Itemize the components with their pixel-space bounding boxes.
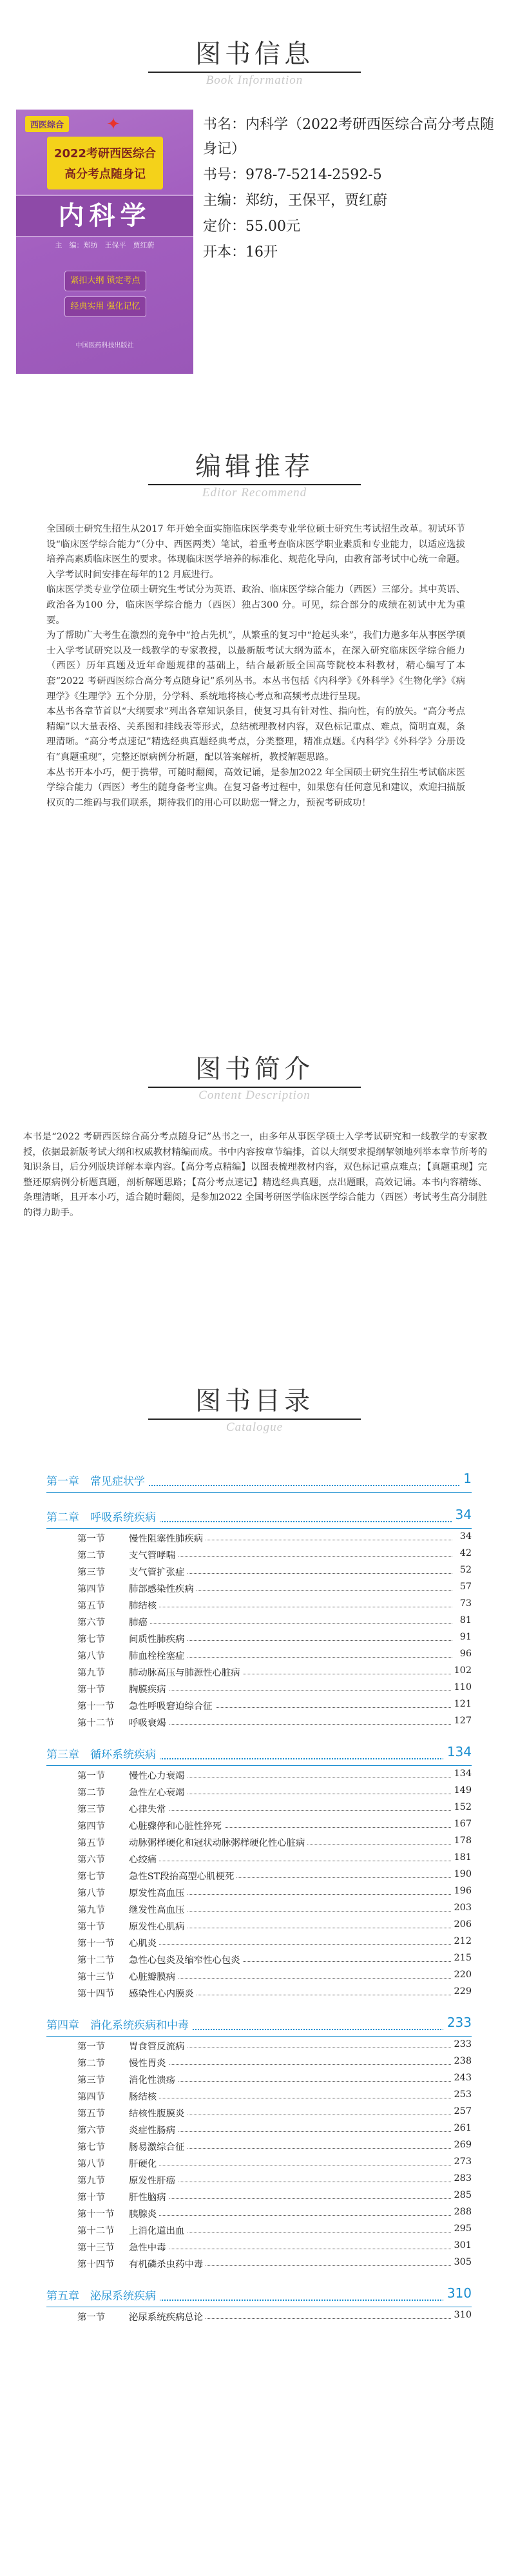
paragraph: 本丛书各章节首以“大纲要求”列出各章知识条目，使复习具有针对性、指向性，有的放矢。“高分考点精编”以大量表格、关系图和挂线表等形式，总结梳理教材内容，双色标记重点、难点，简明直观，条理清晰。“高分考点速记”精选经典真题经典考点，分类整理，精准点题。《内科学》《外科学》分册设有“真题重现”，完整还原病例分析题，配以答案解析，教授解题思路。 (46, 706, 465, 762)
cover-book-name: 内科学 (58, 201, 151, 231)
section-number: 第十三节 (77, 1972, 115, 1982)
section-name: 心脏瓣膜病 (129, 1970, 178, 1983)
section-page: 301 (452, 2240, 472, 2251)
section-page: 167 (452, 1819, 472, 1829)
section-number: 第六节 (77, 1855, 106, 1865)
section-row[interactable] (46, 1766, 472, 1783)
chapter-underline (46, 1492, 472, 1493)
section-number: 第七节 (77, 1872, 106, 1882)
section-page: 110 (452, 1682, 472, 1692)
section-name: 肝硬化 (129, 2156, 159, 2170)
section-name: 继发性高血压 (129, 1903, 187, 1916)
cover-pill-1: 紧扣大纲 锁定考点 (64, 271, 146, 291)
section-row[interactable] (46, 1900, 472, 1917)
chapter-row[interactable] (46, 2281, 472, 2307)
leader-dots (129, 2198, 452, 2199)
section-number: 第三节 (77, 1805, 106, 1815)
section-name: 肺动脉高压与肺源性心脏病 (129, 1665, 243, 1679)
book-info-section (0, 39, 509, 400)
section-page: 203 (452, 1903, 472, 1913)
section-page: 52 (457, 1565, 472, 1575)
section-number: 第五节 (77, 1838, 106, 1848)
chapter-row[interactable] (46, 1740, 472, 1766)
section-number: 第十四节 (77, 2260, 115, 2270)
section-number: 第八节 (77, 1888, 106, 1899)
section-number: 第一节 (77, 2312, 106, 2323)
section-number: 第十一节 (77, 1701, 115, 1712)
title-divider (148, 484, 361, 485)
book-meta-list (203, 113, 499, 266)
section-name: 泌尿系统疾病总论 (129, 2310, 206, 2323)
section-page: 257 (452, 2106, 472, 2116)
section-row[interactable] (46, 1629, 472, 1646)
section-name: 肠结核 (129, 2089, 159, 2103)
section-name: 心肌炎 (129, 1936, 159, 1950)
section-row[interactable] (46, 1917, 472, 1933)
section-row[interactable] (46, 2154, 472, 2171)
section-name: 慢性阻塞性肺疾病 (129, 1531, 206, 1545)
section-page: 206 (452, 1919, 472, 1930)
section-row[interactable] (46, 2187, 472, 2204)
chapter-label: 第三章 循环系统疾病 (46, 1745, 160, 1761)
section-name: 原发性肝癌 (129, 2173, 178, 2187)
catalogue-header (0, 1386, 509, 1435)
section-name: 心绞痛 (129, 1852, 159, 1866)
section-row[interactable] (46, 1562, 472, 1579)
section-number: 第九节 (77, 2176, 106, 2186)
section-page: 81 (457, 1615, 472, 1625)
section-number: 第七节 (77, 1634, 106, 1645)
section-row[interactable] (46, 1850, 472, 1866)
section-number: 第一节 (77, 1771, 106, 1781)
section-name: 肺部感染性疾病 (129, 1582, 197, 1595)
section-number: 第四节 (77, 1584, 106, 1594)
section-number: 第八节 (77, 1651, 106, 1661)
section-row[interactable] (46, 2254, 472, 2271)
paragraph: 本丛书开本小巧，便于携带，可随时翻阅，高效记诵，是参加2022 年全国硕士研究生招生考试临床医学综合能力（西医）考生的随身备考宝典。在复习备考过程中，如果您有任何意见和建议，欢迎扫描版权页的二维码与我们联系，期待我们的用心可以助您一臂之力，预祝考研成功！ (46, 767, 465, 808)
leader-dots (129, 2064, 452, 2065)
leader-dots (129, 1724, 452, 1725)
chapter-page: 310 (443, 2285, 472, 2301)
paragraph: 本书是“2022 考研西医综合高分考点随身记”丛书之一，由多年从事医学硕士入学考试研究和一线教学的专家教授，依据最新版考试大纲和权威教材精编而成。书中内容按章节编排，首以大纲要求提纲挈领地列举本章节所考的知识条目，后分列版块详解本章内容。【高分考点精编】以图表梳理教材内容，双色标记重点难点；【真题重现】完整还原病例分析题真题，剖析解题思路；【高分考点速记】精选经典真题，点出题眼，高效记诵。本书内容精练、条理清晰，且开本小巧，适合随时翻阅，是参加2022 全国考研医学临床医学综合能力（西医）考试考生高分制胜的得力助手。 (23, 1132, 487, 1218)
chapter-label: 第五章 泌尿系统疾病 (46, 2287, 160, 2303)
section-row[interactable] (46, 1816, 472, 1833)
section-number: 第十二节 (77, 2226, 115, 2236)
section-name: 有机磷杀虫药中毒 (129, 2257, 206, 2271)
star-logo-icon: ✦ (106, 115, 120, 134)
cover-series-line1: 2022考研西医综合 (53, 147, 157, 160)
section-row[interactable] (46, 2053, 472, 2070)
paragraph: 临床医学类专业学位硕士研究生考试分为英语、政治、临床医学综合能力（西医）三部分。其中英语、政治各为100 分，临床医学综合能力（西医）独占300 分。可见，综合部分的成绩在初试中尤为重要。 (46, 585, 465, 626)
section-page: 127 (452, 1716, 472, 1726)
section-row[interactable] (46, 2171, 472, 2187)
section-number: 第十节 (77, 1685, 106, 1695)
section-row[interactable] (46, 1612, 472, 1629)
section-number: 第十四节 (77, 1989, 115, 1999)
section-title: 编辑推荐 (195, 452, 314, 481)
section-name: 胸膜疾病 (129, 1682, 169, 1696)
section-name: 胰腺炎 (129, 2207, 159, 2220)
chapter-row[interactable] (46, 2011, 472, 2037)
section-row[interactable] (46, 2238, 472, 2254)
section-name: 心律失常 (129, 1802, 169, 1816)
editor-recommend-section (0, 451, 509, 808)
section-page: 149 (452, 1785, 472, 1796)
section-name: 炎症性肠病 (129, 2123, 178, 2136)
section-page: 253 (452, 2089, 472, 2100)
section-row[interactable] (46, 2221, 472, 2238)
section-name: 原发性高血压 (129, 1886, 187, 1899)
section-page: 215 (452, 1953, 472, 1963)
section-row[interactable] (46, 1713, 472, 1730)
section-row[interactable] (46, 1646, 472, 1663)
book-info-header (0, 39, 509, 88)
section-page: 305 (452, 2257, 472, 2267)
section-page: 220 (452, 1970, 472, 1980)
section-number: 第四节 (77, 1821, 106, 1832)
title-divider (148, 1087, 361, 1088)
section-name: 呼吸衰竭 (129, 1716, 169, 1729)
section-subtitle: Catalogue (226, 1420, 283, 1434)
section-name: 急性中毒 (129, 2240, 169, 2254)
section-row[interactable] (46, 1783, 472, 1799)
book-intro-header (0, 1054, 509, 1103)
section-number: 第五节 (77, 1601, 106, 1611)
section-row[interactable] (46, 2087, 472, 2104)
section-page: 57 (457, 1582, 472, 1592)
section-name: 结核性腹膜炎 (129, 2106, 187, 2120)
section-name: 肺癌 (129, 1615, 150, 1629)
chapter-page: 1 (459, 1471, 472, 1486)
section-number: 第五节 (77, 2109, 106, 2119)
editor-recommend-header (0, 451, 509, 500)
section-row[interactable] (46, 1866, 472, 1883)
section-number: 第十一节 (77, 2209, 115, 2220)
chapter-row[interactable] (46, 1467, 472, 1493)
section-name: 动脉粥样硬化和冠状动脉粥样硬化性心脏病 (129, 1835, 307, 1849)
section-name: 急性ST段抬高型心肌梗死 (129, 1869, 236, 1883)
chapter-page: 134 (443, 1744, 472, 1759)
section-number: 第九节 (77, 1905, 106, 1915)
book-price-field: 定价：55.00元 (203, 218, 300, 235)
chapter-label: 第四章 消化系统疾病和中毒 (46, 2016, 193, 2032)
section-page: 178 (452, 1835, 472, 1846)
cover-pill-2: 经典实用 强化记忆 (64, 296, 146, 317)
section-number: 第三节 (77, 2075, 106, 2086)
section-name: 间质性肺疾病 (129, 1632, 187, 1645)
cover-editors: 主 编：郑纺 王保平 贾红蔚 (55, 241, 155, 249)
section-page: 283 (452, 2173, 472, 2184)
section-name: 肺血栓栓塞症 (129, 1649, 187, 1662)
section-number: 第十一节 (77, 1939, 115, 1949)
leader-dots (129, 1810, 452, 1811)
cover-badge: 西医综合 (25, 116, 69, 132)
section-page: 212 (452, 1936, 472, 1946)
section-page: 243 (452, 2073, 472, 2083)
section-title: 图书目录 (195, 1386, 314, 1416)
section-number: 第十节 (77, 1922, 106, 1932)
section-name: 胃食管反流病 (129, 2039, 187, 2053)
section-subtitle: Editor Recommend (202, 486, 307, 499)
section-row[interactable] (46, 1680, 472, 1696)
section-row[interactable] (46, 1950, 472, 1967)
section-number: 第二节 (77, 1551, 106, 1561)
chapter-label: 第一章 常见症状学 (46, 1472, 149, 1488)
section-number: 第六节 (77, 1618, 106, 1628)
section-name: 急性心包炎及缩窄性心包炎 (129, 1953, 243, 1966)
cover-series-box (47, 137, 163, 189)
section-page: 73 (457, 1598, 472, 1609)
paragraph: 为了帮助广大考生在激烈的竞争中“抢占先机”，从繁重的复习中“抢起头来”，我们力邀多年从事医学硕士入学考试研究以及一线教学的专家教授，以最新版考试大纲为蓝本，在深入研究临床医学综合能力（西医）历年真题及近年命题规律的基础上，结合最新版全国高等院校本科教材，精心编写了本套“2022 考研西医综合高分考点随身记”系列丛书。本丛书包括《内科学》《外科学》《生物化学》《病理学》《生理学》五个分册，分学科、系统地将核心考点和高频考点进行呈现。 (46, 630, 465, 702)
chapter-page: 233 (443, 2015, 472, 2030)
section-number: 第一节 (77, 2042, 106, 2052)
section-name: 急性呼吸窘迫综合征 (129, 1699, 215, 1712)
section-page: 96 (457, 1649, 472, 1659)
section-page: 181 (452, 1852, 472, 1863)
section-number: 第九节 (77, 1668, 106, 1678)
title-divider (148, 1419, 361, 1420)
cover-title-band (16, 195, 193, 237)
section-row[interactable] (46, 1833, 472, 1850)
chapter-label: 第二章 呼吸系统疾病 (46, 1508, 160, 1524)
section-row[interactable] (46, 2104, 472, 2120)
section-page: 285 (452, 2190, 472, 2200)
section-row[interactable] (46, 2037, 472, 2053)
section-page: 152 (452, 1802, 472, 1812)
section-name: 消化性溃疡 (129, 2073, 178, 2086)
section-row[interactable] (46, 1799, 472, 1816)
leader-dots (129, 1690, 452, 1691)
section-name: 支气管哮喘 (129, 1548, 178, 1562)
section-name: 感染性心内膜炎 (129, 1986, 197, 2000)
section-number: 第十二节 (77, 1718, 115, 1729)
section-page: 34 (457, 1531, 472, 1542)
section-title: 图书信息 (195, 39, 314, 69)
section-row[interactable] (46, 2204, 472, 2221)
section-row[interactable] (46, 2070, 472, 2087)
title-divider (148, 72, 361, 73)
section-page: 91 (457, 1632, 472, 1642)
section-page: 269 (452, 2140, 472, 2150)
leader-dots (129, 2215, 452, 2216)
section-name: 上消化道出血 (129, 2223, 187, 2237)
section-page: 42 (457, 1548, 472, 1558)
section-page: 295 (452, 2223, 472, 2234)
chapter-row[interactable] (46, 1503, 472, 1529)
section-row[interactable] (46, 1596, 472, 1612)
section-row[interactable] (46, 1883, 472, 1900)
section-name: 心脏骤停和心脏性猝死 (129, 1819, 224, 1832)
section-name: 慢性心力衰竭 (129, 1768, 187, 1782)
cover-series-line2: 高分考点随身记 (64, 168, 146, 181)
section-row[interactable] (46, 2137, 472, 2154)
section-row[interactable] (46, 2120, 472, 2137)
section-number: 第四节 (77, 2092, 106, 2102)
cover-publisher: 中国医药科技出版社 (75, 342, 134, 349)
section-page: 134 (452, 1768, 472, 1779)
section-number: 第十二节 (77, 1955, 115, 1966)
section-page: 288 (452, 2207, 472, 2217)
section-page: 229 (452, 1986, 472, 1997)
section-page: 273 (452, 2156, 472, 2167)
book-intro-body (23, 1130, 487, 1221)
section-number: 第二节 (77, 1788, 106, 1798)
section-name: 慢性胃炎 (129, 2056, 169, 2069)
section-row[interactable] (46, 1545, 472, 1562)
section-page: 121 (452, 1699, 472, 1709)
section-name: 支气管扩张症 (129, 1565, 187, 1578)
section-row[interactable] (46, 1984, 472, 2000)
section-page: 261 (452, 2123, 472, 2133)
section-name: 原发性心肌病 (129, 1919, 187, 1933)
table-of-contents (46, 1457, 472, 2324)
leader-dots (129, 1944, 452, 1945)
section-page: 310 (452, 2310, 472, 2320)
book-cover (16, 110, 193, 374)
section-number: 第七节 (77, 2142, 106, 2153)
catalogue-section (0, 1386, 509, 1435)
section-number: 第六节 (77, 2126, 106, 2136)
section-row[interactable] (46, 1663, 472, 1680)
section-name: 肺结核 (129, 1598, 159, 1612)
section-page: 233 (452, 2039, 472, 2049)
section-number: 第一节 (77, 1534, 106, 1544)
section-number: 第十三节 (77, 2243, 115, 2253)
editor-recommend-body (46, 522, 465, 811)
chapter-page: 34 (452, 1507, 472, 1522)
section-number: 第三节 (77, 1567, 106, 1578)
section-subtitle: Book Information (206, 73, 303, 87)
book-intro-section (0, 1054, 509, 1218)
book-format-field: 开本：16开 (203, 244, 278, 260)
section-number: 第二节 (77, 2058, 106, 2069)
section-name: 急性左心衰竭 (129, 1785, 187, 1799)
section-title: 图书简介 (195, 1054, 314, 1084)
section-page: 238 (452, 2056, 472, 2066)
section-subtitle: Content Description (198, 1089, 311, 1102)
paragraph: 全国硕士研究生招生从2017 年开始全面实施临床医学类专业学位硕士研究生考试招生改革。初试环节设“临床医学综合能力”（分中、西医两类）笔试，着重考查临床医学职业素质和专业能力，以适应选拔培养高素质临床医生的要求。体现临床医学培养的标准化、规范化导向，由教育部考试中心统一命题。入学考试时间安排在每年的12 月底进行。 (46, 524, 465, 580)
section-name: 肠易激综合征 (129, 2140, 187, 2153)
section-row[interactable] (46, 1696, 472, 1713)
leader-dots (129, 1623, 452, 1624)
section-number: 第八节 (77, 2159, 106, 2169)
book-editor-field: 主编：郑纺，王保平，贾红蔚 (203, 193, 388, 209)
section-page: 190 (452, 1869, 472, 1879)
book-title-field: 书名：内科学（2022考研西医综合高分考点随身记） (203, 117, 494, 157)
section-row[interactable] (46, 1529, 472, 1545)
book-isbn-field: 书号：978-7-5214-2592-5 (203, 167, 382, 183)
section-row[interactable] (46, 2307, 472, 2324)
section-page: 196 (452, 1886, 472, 1896)
section-number: 第十节 (77, 2193, 106, 2203)
section-name: 肝性脑病 (129, 2190, 169, 2203)
section-row[interactable] (46, 1933, 472, 1950)
section-row[interactable] (46, 1579, 472, 1596)
section-row[interactable] (46, 1967, 472, 1984)
section-page: 102 (452, 1665, 472, 1676)
